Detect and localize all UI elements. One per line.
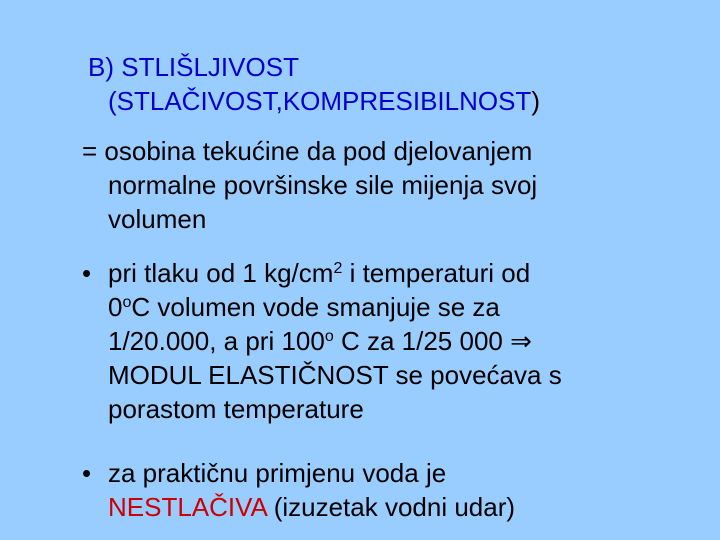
- bullet-1-line-3-b: C za 1/25 000: [333, 326, 511, 356]
- bullet-2-line-1: [82, 458, 446, 488]
- bullet-1-text-a: pri tlaku od 1 kg/cm: [108, 258, 334, 288]
- bullet-2-line-2: [108, 490, 702, 524]
- bullet-1-line-2: [108, 290, 702, 324]
- bullet-dot: •: [82, 458, 92, 488]
- definition-line-3: volumen: [108, 204, 207, 234]
- definition-text-1: osobina tekućine da pod djelovanjem: [104, 136, 533, 166]
- definition-line-2: normalne površinske sile mijenja svoj: [108, 170, 538, 200]
- bullet-1-line-1: [82, 258, 530, 288]
- slide-title: [88, 50, 540, 118]
- title-line-2: [108, 84, 540, 118]
- implies-arrow-icon: ⇒: [510, 326, 532, 356]
- bullet-1-line-2-a: 0: [108, 292, 123, 322]
- bullet-2-text: za praktičnu primjenu voda je: [108, 458, 447, 488]
- bullet-1-text-b: i temperaturi od: [342, 258, 531, 288]
- definition-paragraph: [82, 134, 702, 236]
- bullet-1-line-3-a: 1/20.000, a pri 100: [108, 326, 325, 356]
- bullet-1-line-5: porastom temperature: [108, 394, 364, 424]
- definition-line-1: [82, 136, 532, 166]
- bullet-item-practical: [82, 456, 702, 524]
- bullet-2-exception: (izuzetak vodni udar): [266, 492, 516, 522]
- bullet-1-line-2-b: C volumen vode smanjuje se za: [131, 292, 500, 322]
- incompressible-emphasis: NESTLAČIVA: [108, 492, 267, 522]
- degree-superscript: o: [324, 328, 334, 345]
- bullet-dot: •: [82, 258, 92, 288]
- superscript-2: 2: [333, 260, 343, 277]
- title-line-1: B) STLIŠLJIVOST: [88, 52, 299, 82]
- bullet-1-line-4: MODUL ELASTIČNOST se povećava s: [108, 360, 562, 390]
- bullet-item-pressure: [82, 256, 702, 426]
- bullet-1-line-3: [108, 324, 702, 358]
- title-line-2-text: (STLAČIVOST,KOMPRESIBILNOST: [108, 86, 532, 116]
- title-closing-paren: ): [531, 86, 540, 116]
- definition-prefix: =: [82, 136, 105, 166]
- degree-superscript: o: [122, 294, 132, 311]
